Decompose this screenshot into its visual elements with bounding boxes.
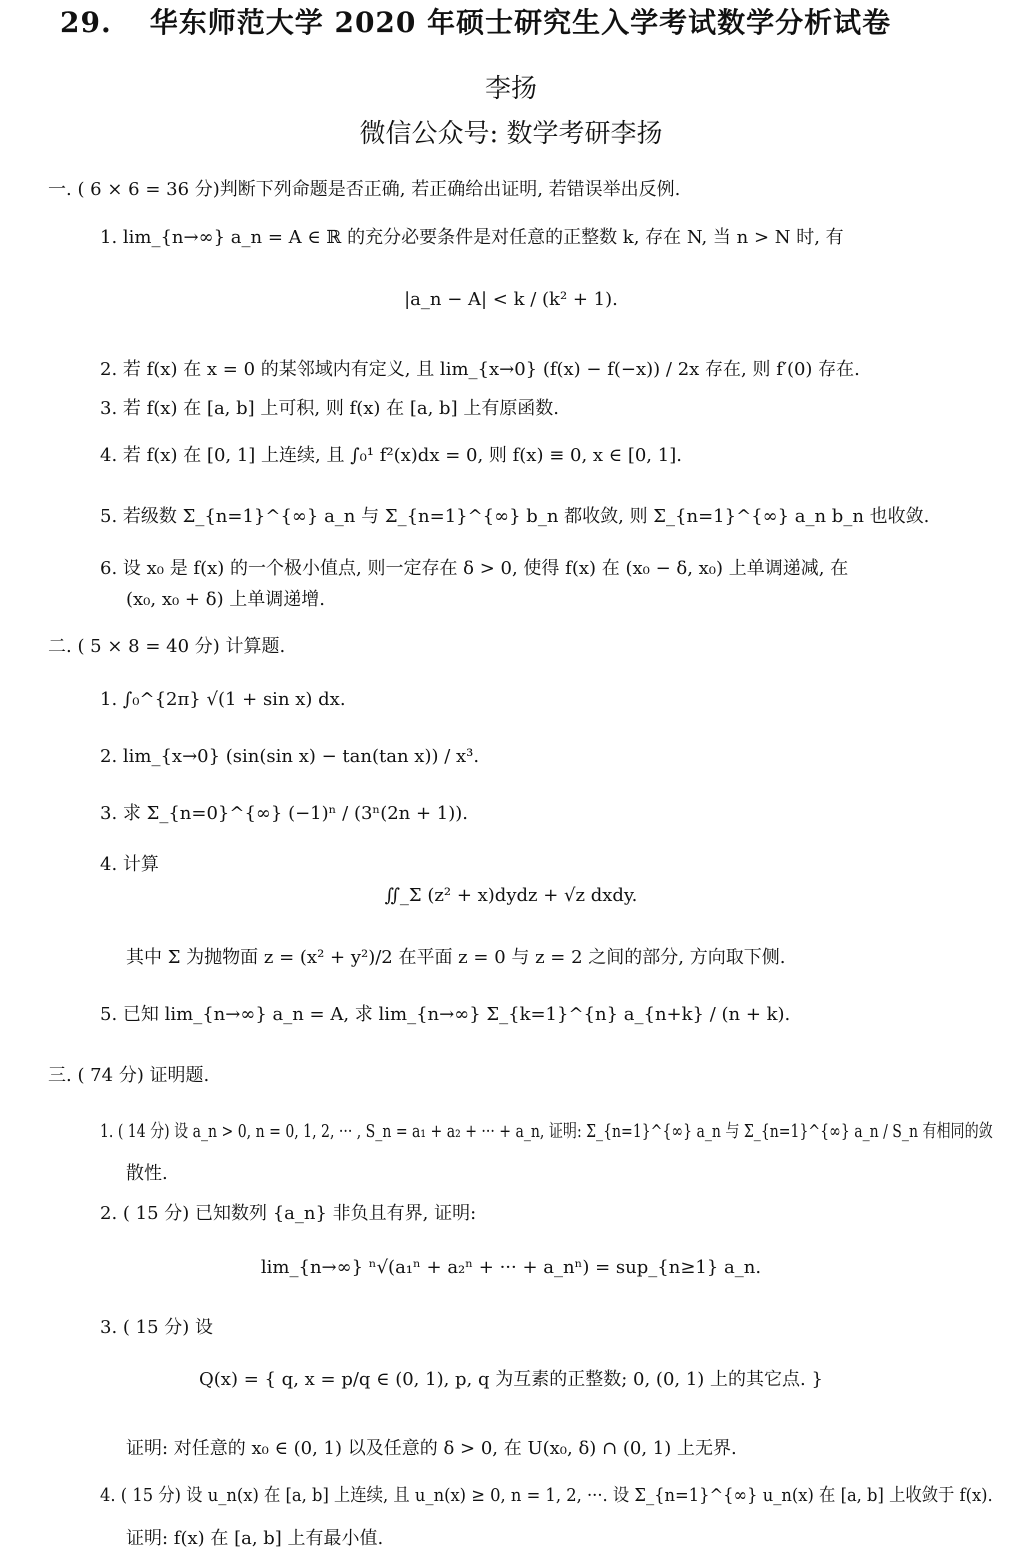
page-title	[60, 4, 891, 42]
s1-q6-cont: (x₀, x₀ + δ) 上单调递增.	[126, 589, 326, 610]
s2-q5: 5. 已知 lim_{n→∞} a_n = A, 求 lim_{n→∞} Σ_{k=1}^{n} a_{n+k} / (n + k).	[100, 1004, 791, 1025]
s2-q4: 4. 计算	[100, 854, 159, 875]
s3-q4: 4. ( 15 分) 设 u_n(x) 在 [a, b] 上连续, 且 u_n(x) ≥ 0, n = 1, 2, ···. 设 Σ_{n=1}^{∞} u_n(x) 在 [a, b] 上收敛于 f(x).	[100, 1485, 993, 1506]
s1-q3: 3. 若 f(x) 在 [a, b] 上可积, 则 f(x) 在 [a, b] 上有原函数.	[100, 398, 560, 419]
problem-number: 29.	[60, 6, 112, 39]
s3-q4-claim: 证明: f(x) 在 [a, b] 上有最小值.	[126, 1528, 384, 1549]
wechat-account: 微信公众号: 数学考研李扬	[359, 119, 663, 149]
s1-q2: 2. 若 f(x) 在 x = 0 的某邻域内有定义, 且 lim_{x→0} (f(x) − f(−x)) / 2x 存在, 则 f′(0) 存在.	[100, 359, 860, 380]
section-1-heading: 一. ( 6 × 6 = 36 分)判断下列命题是否正确, 若正确给出证明, 若错误举出反例.	[48, 179, 681, 200]
s3-q1-cont: 散性.	[126, 1163, 168, 1184]
section-2-heading: 二. ( 5 × 8 = 40 分) 计算题.	[48, 636, 286, 657]
author: 李扬	[484, 74, 537, 104]
s3-q3-definition: Q(x) = { q, x = p/q ∈ (0, 1), p, q 为互素的正整数; 0, (0, 1) 上的其它点. }	[199, 1369, 823, 1390]
s1-q1: 1. lim_{n→∞} a_n = A ∈ ℝ 的充分必要条件是对任意的正整数 k, 存在 N, 当 n > N 时, 有	[100, 227, 844, 248]
s2-q4-condition: 其中 Σ 为抛物面 z = (x² + y²)/2 在平面 z = 0 与 z = 2 之间的部分, 方向取下侧.	[126, 947, 786, 968]
s3-q2: 2. ( 15 分) 已知数列 {a_n} 非负且有界, 证明:	[100, 1203, 477, 1224]
s2-q3: 3. 求 Σ_{n=0}^{∞} (−1)ⁿ / (3ⁿ(2n + 1)).	[100, 803, 469, 824]
s3-q2-formula: lim_{n→∞} ⁿ√(a₁ⁿ + a₂ⁿ + ··· + a_nⁿ) = sup_{n≥1} a_n.	[260, 1257, 762, 1278]
s3-q1: 1. ( 14 分) 设 a_n > 0, n = 0, 1, 2, ··· , S_n = a₁ + a₂ + ··· + a_n, 证明: Σ_{n=1}^{∞} a_n 与 Σ_{n=1}^{∞} a_n / S_n 有相同的敛	[100, 1121, 993, 1142]
s3-q3-claim: 证明: 对任意的 x₀ ∈ (0, 1) 以及任意的 δ > 0, 在 U(x₀, δ) ∩ (0, 1) 上无界.	[126, 1438, 737, 1459]
s3-q3: 3. ( 15 分) 设	[100, 1317, 214, 1338]
s2-q1: 1. ∫₀^{2π} √(1 + sin x) dx.	[100, 689, 346, 710]
exam-title: 华东师范大学 2020 年硕士研究生入学考试数学分析试卷	[149, 6, 892, 39]
s1-q5: 5. 若级数 Σ_{n=1}^{∞} a_n 与 Σ_{n=1}^{∞} b_n 都收敛, 则 Σ_{n=1}^{∞} a_n b_n 也收敛.	[100, 506, 930, 527]
s2-q2: 2. lim_{x→0} (sin(sin x) − tan(tan x)) / x³.	[100, 746, 480, 767]
s1-q4: 4. 若 f(x) 在 [0, 1] 上连续, 且 ∫₀¹ f²(x)dx = 0, 则 f(x) ≡ 0, x ∈ [0, 1].	[100, 445, 682, 466]
s2-q4-formula: ∬_Σ (z² + x)dydz + √z dxdy.	[384, 885, 638, 906]
section-3-heading: 三. ( 74 分) 证明题.	[48, 1065, 210, 1086]
s1-q6: 6. 设 x₀ 是 f(x) 的一个极小值点, 则一定存在 δ > 0, 使得 f(x) 在 (x₀ − δ, x₀) 上单调递减, 在	[100, 558, 849, 579]
s1-q1-formula: |a_n − A| < k / (k² + 1).	[404, 289, 618, 310]
